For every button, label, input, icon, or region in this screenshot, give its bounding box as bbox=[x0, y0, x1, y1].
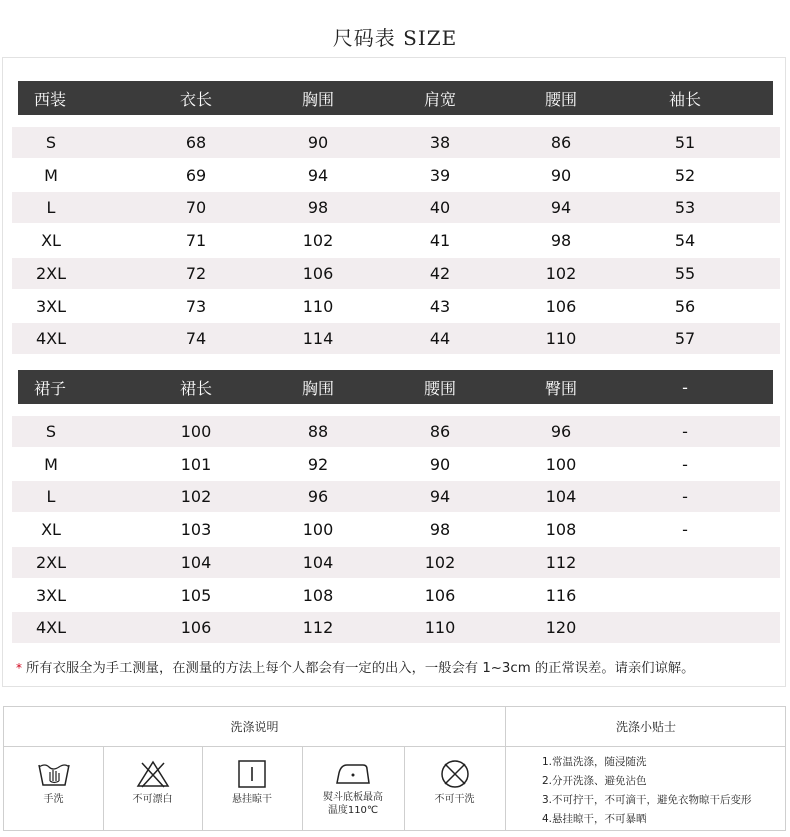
measurement-note bbox=[16, 657, 694, 676]
table-cell: 104 bbox=[545, 487, 577, 507]
table-row bbox=[12, 547, 780, 578]
no-bleach-icon bbox=[135, 759, 171, 789]
table-cell: 100 bbox=[180, 422, 212, 441]
table-cell: 88 bbox=[307, 422, 329, 441]
table-cell: 69 bbox=[185, 165, 207, 185]
table-row bbox=[12, 416, 780, 447]
table-cell: 120 bbox=[545, 618, 577, 638]
table-cell: 96 bbox=[307, 487, 329, 507]
suit-table-header bbox=[18, 81, 773, 115]
table-cell: 100 bbox=[302, 520, 334, 540]
table-cell: 4XL bbox=[35, 329, 67, 349]
table-cell: - bbox=[682, 454, 688, 474]
header-cell: 肩宽 bbox=[423, 89, 456, 109]
hand-wash-icon bbox=[36, 759, 72, 789]
table-cell: 106 bbox=[180, 618, 212, 638]
table-cell: 74 bbox=[185, 329, 207, 349]
table-cell: 101 bbox=[180, 454, 212, 474]
tip-item: 4.悬挂晾干，不可暴晒 bbox=[542, 813, 647, 825]
table-cell: 53 bbox=[674, 198, 696, 218]
table-cell bbox=[645, 547, 725, 578]
table-cell: 86 bbox=[429, 422, 451, 441]
table-cell: S bbox=[45, 133, 57, 152]
table-cell: 86 bbox=[550, 133, 572, 152]
table-cell: 55 bbox=[674, 263, 696, 283]
table-cell: 102 bbox=[424, 552, 456, 572]
header-cell: 裙长 bbox=[179, 378, 212, 398]
table-cell: 92 bbox=[307, 454, 329, 474]
table-cell: 41 bbox=[429, 231, 451, 251]
table-cell: 106 bbox=[545, 296, 577, 316]
header-cell: 臀围 bbox=[544, 378, 577, 398]
divider bbox=[505, 746, 785, 747]
table-cell: L bbox=[46, 487, 56, 507]
tip-item: 3.不可拧干，不可滴干，避免衣物晾干后变形 bbox=[542, 794, 752, 806]
no-dry-clean-icon bbox=[437, 759, 473, 789]
table-row bbox=[12, 291, 780, 322]
table-cell: 110 bbox=[424, 618, 456, 638]
table-cell: - bbox=[682, 520, 688, 540]
table-cell: 94 bbox=[307, 165, 329, 185]
table-cell: 42 bbox=[429, 263, 451, 283]
table-cell: 51 bbox=[674, 133, 696, 152]
table-cell: 90 bbox=[307, 133, 329, 152]
table-row bbox=[12, 258, 780, 289]
table-row bbox=[12, 481, 780, 512]
care-symbol-iron bbox=[302, 747, 404, 831]
table-cell: 94 bbox=[429, 487, 451, 507]
table-cell: 98 bbox=[429, 520, 451, 540]
care-symbol-hand-wash bbox=[4, 747, 103, 831]
care-symbol-label: 手洗 bbox=[43, 794, 64, 805]
table-row bbox=[12, 192, 780, 223]
table-cell: 71 bbox=[185, 231, 207, 251]
tips-title: 洗涤小贴士 bbox=[615, 720, 676, 734]
table-cell: 90 bbox=[550, 165, 572, 185]
table-cell: 108 bbox=[302, 585, 334, 605]
header-cell: 腰围 bbox=[423, 378, 456, 398]
table-cell: 98 bbox=[307, 198, 329, 218]
table-row bbox=[12, 612, 780, 643]
care-symbol-label: 悬挂晾干 bbox=[232, 794, 272, 805]
table-cell: 108 bbox=[545, 520, 577, 540]
tip-item: 2.分开洗涤、避免沾色 bbox=[542, 775, 647, 787]
table-cell bbox=[645, 580, 725, 611]
table-cell: - bbox=[682, 487, 688, 507]
table-cell: 54 bbox=[674, 231, 696, 251]
table-row bbox=[12, 127, 780, 158]
note-text: 所有衣服全为手工测量，在测量的方法上每个人都会有一定的出入，一般会有 1~3cm 的正常误差。请亲们谅解。 bbox=[26, 661, 695, 676]
table-cell: 94 bbox=[550, 198, 572, 218]
care-instructions-panel bbox=[3, 706, 786, 831]
table-cell: 56 bbox=[674, 296, 696, 316]
table-cell: 112 bbox=[302, 618, 334, 638]
washing-tips-list bbox=[542, 753, 752, 829]
table-cell: 2XL bbox=[35, 263, 67, 283]
table-cell: XL bbox=[41, 231, 61, 251]
table-cell: 96 bbox=[550, 422, 572, 441]
table-cell: 103 bbox=[180, 520, 212, 540]
table-cell: 68 bbox=[185, 133, 207, 152]
table-cell: 52 bbox=[674, 165, 696, 185]
header-cell: 胸围 bbox=[301, 378, 334, 398]
table-cell: 3XL bbox=[35, 296, 67, 316]
table-row bbox=[12, 449, 780, 480]
table-row bbox=[12, 580, 780, 611]
table-cell: 100 bbox=[545, 454, 577, 474]
care-symbol-hang-dry bbox=[202, 747, 302, 831]
header-cell: 袖长 bbox=[668, 89, 701, 109]
table-row bbox=[12, 160, 780, 191]
table-cell: 98 bbox=[550, 231, 572, 251]
washing-title: 洗涤说明 bbox=[230, 720, 279, 734]
table-cell: 4XL bbox=[35, 618, 67, 638]
care-symbol-label: 不可漂白 bbox=[132, 794, 173, 805]
table-cell: 105 bbox=[180, 585, 212, 605]
care-symbol-no-bleach bbox=[103, 747, 202, 831]
table-cell: 110 bbox=[302, 296, 334, 316]
table-cell: 114 bbox=[302, 329, 334, 349]
table-cell: 44 bbox=[429, 329, 451, 349]
header-cell: 裙子 bbox=[34, 378, 67, 398]
table-cell: 104 bbox=[302, 552, 334, 572]
table-cell: 43 bbox=[429, 296, 451, 316]
table-cell: 106 bbox=[302, 263, 334, 283]
table-cell: 73 bbox=[185, 296, 207, 316]
table-cell: 104 bbox=[180, 552, 212, 572]
table-cell: 72 bbox=[185, 263, 207, 283]
table-cell: 57 bbox=[674, 329, 696, 349]
table-cell: M bbox=[44, 165, 58, 185]
care-symbol-no-dry-clean bbox=[404, 747, 505, 831]
table-cell: 106 bbox=[424, 585, 456, 605]
table-cell: 102 bbox=[180, 487, 212, 507]
table-cell: XL bbox=[41, 520, 61, 540]
table-cell: 40 bbox=[429, 198, 451, 218]
table-cell: 2XL bbox=[35, 552, 67, 572]
hang-dry-icon bbox=[234, 759, 270, 789]
table-cell: 38 bbox=[429, 133, 451, 152]
table-cell: 102 bbox=[302, 231, 334, 251]
header-cell: 胸围 bbox=[301, 89, 334, 109]
table-cell: 116 bbox=[545, 585, 577, 605]
table-cell bbox=[645, 612, 725, 643]
table-cell: - bbox=[682, 422, 688, 441]
table-cell: 110 bbox=[545, 329, 577, 349]
care-symbol-label: 熨斗底板最高 温度110℃ bbox=[323, 792, 383, 816]
table-cell: 112 bbox=[545, 552, 577, 572]
header-cell: - bbox=[682, 377, 688, 397]
tip-item: 1.常温洗涤，随浸随洗 bbox=[542, 756, 647, 768]
header-cell: 西装 bbox=[34, 89, 67, 109]
table-cell: 102 bbox=[545, 263, 577, 283]
table-cell: 3XL bbox=[35, 585, 67, 605]
table-cell: 39 bbox=[429, 165, 451, 185]
header-cell: 衣长 bbox=[179, 89, 212, 109]
table-row bbox=[12, 323, 780, 354]
skirt-table-header bbox=[18, 370, 773, 404]
table-row bbox=[12, 225, 780, 256]
table-row bbox=[12, 514, 780, 545]
note-star: * bbox=[16, 661, 22, 675]
iron-icon bbox=[333, 759, 373, 787]
care-symbol-label: 不可干洗 bbox=[434, 794, 475, 805]
table-cell: 90 bbox=[429, 454, 451, 474]
page-title: 尺码表 SIZE bbox=[332, 26, 458, 50]
table-cell: S bbox=[45, 422, 57, 441]
table-cell: L bbox=[46, 198, 56, 218]
table-cell: 70 bbox=[185, 198, 207, 218]
table-cell: M bbox=[44, 454, 58, 474]
header-cell: 腰围 bbox=[544, 89, 577, 109]
